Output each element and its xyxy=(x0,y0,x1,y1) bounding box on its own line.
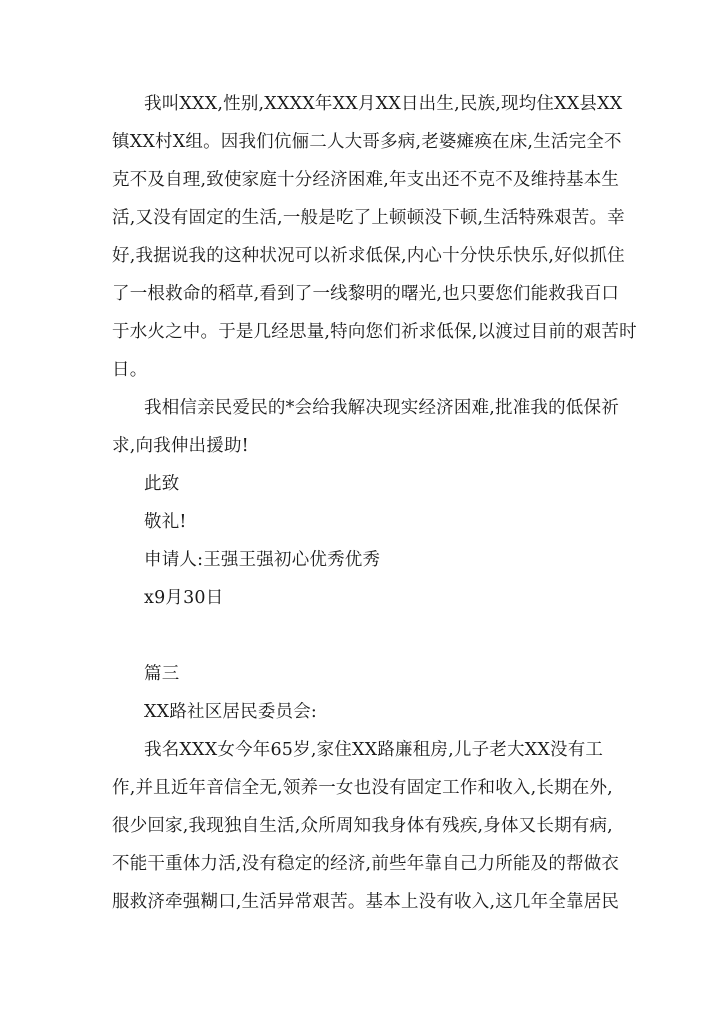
para1-line-2: 镇XX村X组。因我们伉俪二人大哥多病,老婆瘫痪在床,生活完全不 xyxy=(112,132,622,152)
para1-line-5: 好,我据说我的这种状况可以祈求低保,内心十分快乐快乐,好似抓住 xyxy=(112,246,625,266)
addressee: XX路社区居民委员会: xyxy=(144,702,318,722)
para1-line-1: 我叫XXX,性别,XXXX年XX月XX日出生,民族,现均住XX县XX xyxy=(144,94,623,114)
para1-line-6: 了一根救命的稻草,看到了一线黎明的曙光,也只要您们能救我百口 xyxy=(112,284,620,304)
letter-date: x9月30日 xyxy=(144,588,224,608)
para3-line-4: 不能干重体力活,没有稳定的经济,前些年靠自己力所能及的帮做衣 xyxy=(112,854,620,874)
para1-line-7: 于水火之中。于是几经思量,特向您们祈求低保,以渡过目前的艰苦时 xyxy=(112,322,637,342)
para3-line-5: 服救济牵强糊口,生活异常艰苦。基本上没有收入,这几年全靠居民 xyxy=(112,892,620,912)
para2-line-2: 求,向我伸出援助! xyxy=(112,436,249,456)
section-title: 篇三 xyxy=(144,664,180,684)
para3-line-3: 很少回家,我现独自生活,众所周知我身体有残疾,身体又长期有病, xyxy=(112,816,613,836)
para3-line-2: 作,并且近年音信全无,领养一女也没有固定工作和收入,长期在外, xyxy=(112,778,613,798)
para1-line-8: 日。 xyxy=(112,360,148,380)
para2-line-1: 我相信亲民爱民的*会给我解决现实经济困难,批准我的低保祈 xyxy=(144,398,619,418)
applicant-signature: 申请人:王强王强初心优秀优秀 xyxy=(144,550,381,570)
closing-ci-zhi: 此致 xyxy=(144,474,180,494)
para1-line-4: 活,又没有固定的生活,一般是吃了上顿顿没下顿,生活特殊艰苦。幸 xyxy=(112,208,625,228)
para3-line-1: 我名XXX女今年65岁,家住XX路廉租房,儿子老大XX没有工 xyxy=(144,740,604,760)
closing-jing-li: 敬礼! xyxy=(144,512,187,532)
para1-line-3: 克不及自理,致使家庭十分经济困难,年支出还不克不及维持基本生 xyxy=(112,170,620,190)
